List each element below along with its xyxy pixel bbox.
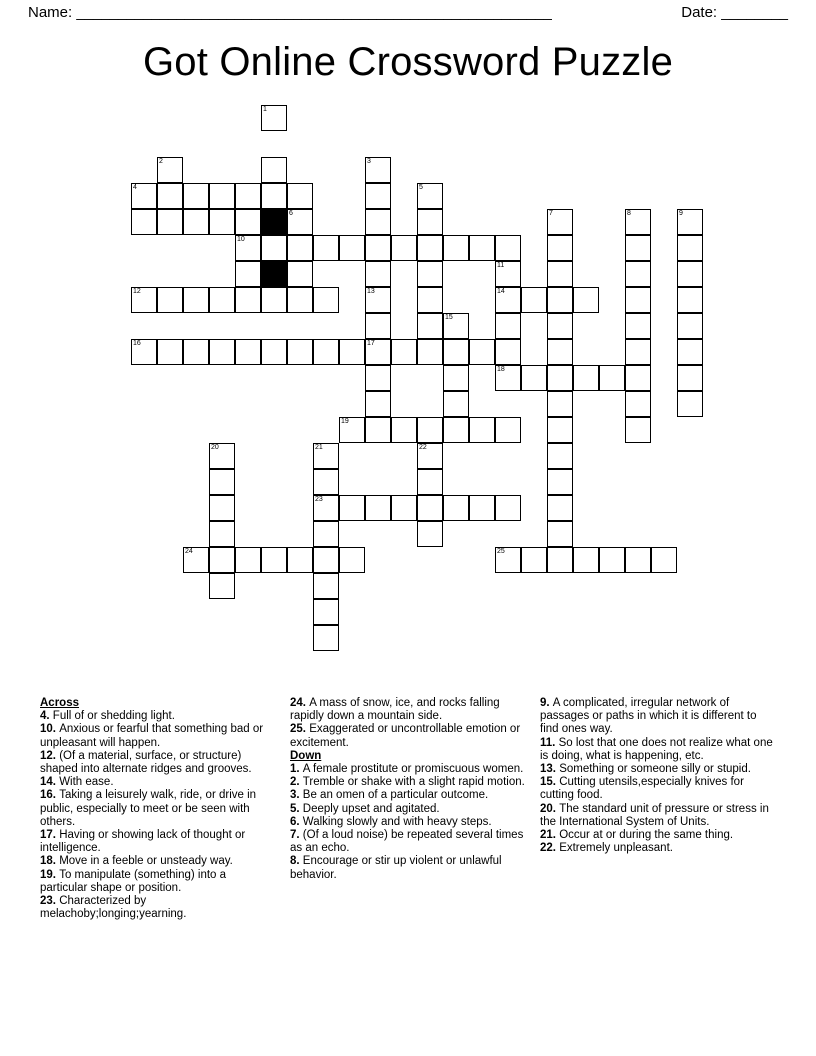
clue-columns <box>40 697 776 921</box>
grid-cell[interactable] <box>365 365 391 391</box>
grid-cell[interactable] <box>365 287 391 313</box>
grid-cell[interactable] <box>625 547 651 573</box>
grid-cell[interactable] <box>339 547 365 573</box>
grid-cell[interactable] <box>261 287 287 313</box>
grid-cell[interactable] <box>417 287 443 313</box>
grid-cell[interactable] <box>625 417 651 443</box>
grid-cell[interactable] <box>625 313 651 339</box>
grid-cell[interactable] <box>625 365 651 391</box>
clue-number: 11. <box>540 736 559 749</box>
clue-number: 16. <box>40 789 60 802</box>
clue-number: 4. <box>40 710 53 723</box>
clue-item <box>40 829 276 855</box>
clue-item <box>290 803 526 816</box>
grid-cell[interactable] <box>469 339 495 365</box>
grid-cell[interactable] <box>677 261 703 287</box>
grid-cell[interactable] <box>495 261 521 287</box>
grid-cell[interactable] <box>287 339 313 365</box>
grid-cell[interactable] <box>547 313 573 339</box>
grid-cell[interactable] <box>313 339 339 365</box>
grid-cell-number: 12 <box>133 288 141 295</box>
clue-item <box>290 723 526 749</box>
clue-item <box>290 816 526 829</box>
grid-cell-number: 3 <box>367 158 371 165</box>
grid-cell[interactable] <box>547 443 573 469</box>
clue-item <box>40 776 276 789</box>
clue-number: 22. <box>540 842 560 855</box>
grid-cell[interactable] <box>313 547 339 573</box>
grid-cell[interactable] <box>417 469 443 495</box>
grid-cell[interactable] <box>131 287 157 313</box>
grid-cell[interactable] <box>209 183 235 209</box>
grid-cell[interactable] <box>287 235 313 261</box>
clue-number: 20. <box>540 802 560 815</box>
grid-cell[interactable] <box>183 287 209 313</box>
grid-cell-number: 10 <box>237 236 245 243</box>
grid-cell[interactable] <box>313 521 339 547</box>
clue-item <box>290 829 526 855</box>
grid-cell[interactable] <box>495 313 521 339</box>
grid-cell[interactable] <box>677 339 703 365</box>
grid-cell[interactable] <box>131 209 157 235</box>
grid-cell-number: 4 <box>133 184 137 191</box>
clue-text: Characterized by melachoby;longing;yearning. <box>40 895 187 921</box>
clue-number: 25. <box>290 723 310 736</box>
grid-cell-number: 24 <box>185 548 193 555</box>
grid-cell-number: 21 <box>315 444 323 451</box>
grid-cell-number: 20 <box>211 444 219 451</box>
grid-cell-number: 22 <box>419 444 427 451</box>
clue-number: 14. <box>40 776 60 789</box>
grid-cell-number: 23 <box>315 496 323 503</box>
grid-cell[interactable] <box>443 313 469 339</box>
grid-cell[interactable] <box>209 521 235 547</box>
clue-number: 10. <box>40 723 60 736</box>
grid-cell[interactable] <box>495 365 521 391</box>
grid-cell[interactable] <box>625 235 651 261</box>
grid-cell[interactable] <box>183 339 209 365</box>
grid-cell[interactable] <box>183 547 209 573</box>
date-field-label: Date: ________ <box>681 4 788 21</box>
grid-cell[interactable] <box>313 443 339 469</box>
grid-cell[interactable] <box>625 287 651 313</box>
clue-item <box>40 895 276 921</box>
grid-cell[interactable] <box>261 235 287 261</box>
grid-cell[interactable] <box>365 391 391 417</box>
clue-text: Occur at or during the same thing. <box>559 829 734 842</box>
grid-cell[interactable] <box>157 339 183 365</box>
grid-cell[interactable] <box>677 209 703 235</box>
clue-text: (Of a material, surface, or structure) shaped into alternate ridges and grooves. <box>40 749 252 776</box>
grid-cell[interactable] <box>547 495 573 521</box>
clue-text: So lost that one does not realize what one is doing, what is happening, etc. <box>540 736 773 762</box>
grid-cell[interactable] <box>417 521 443 547</box>
grid-cell[interactable] <box>235 235 261 261</box>
clue-text: Having or showing lack of thought or intelligence. <box>40 829 246 855</box>
grid-cell[interactable] <box>547 521 573 547</box>
grid-cell[interactable] <box>365 183 391 209</box>
grid-cell-number: 17 <box>367 340 375 347</box>
grid-cell-number: 11 <box>497 262 505 269</box>
grid-cell[interactable] <box>547 365 573 391</box>
grid-cell[interactable] <box>573 547 599 573</box>
grid-cell[interactable] <box>547 417 573 443</box>
clue-text: Exaggerated or uncontrollable emotion or excitement. <box>290 723 521 749</box>
clue-text: Extremely unpleasant. <box>559 842 673 855</box>
crossword-grid-area <box>0 105 816 605</box>
grid-cell[interactable] <box>625 391 651 417</box>
clue-text: To manipulate (something) into a particular shape or position. <box>40 868 227 894</box>
grid-cell[interactable] <box>417 183 443 209</box>
grid-cell[interactable] <box>209 443 235 469</box>
grid-cell[interactable] <box>417 495 443 521</box>
grid-cell[interactable] <box>417 417 443 443</box>
grid-cell[interactable] <box>547 391 573 417</box>
clue-text: The standard unit of pressure or stress in the International System of Units. <box>540 802 769 828</box>
grid-cell[interactable] <box>365 417 391 443</box>
grid-cell[interactable] <box>625 261 651 287</box>
grid-cell[interactable] <box>495 417 521 443</box>
grid-cell[interactable] <box>235 287 261 313</box>
clue-item <box>40 723 276 749</box>
grid-cell[interactable] <box>313 599 339 625</box>
grid-cell[interactable] <box>365 313 391 339</box>
clue-item <box>40 789 276 829</box>
grid-cell-number: 14 <box>497 288 505 295</box>
clue-number: 13. <box>540 763 560 776</box>
grid-cell-number: 18 <box>497 366 505 373</box>
grid-cell[interactable] <box>495 495 521 521</box>
clue-text: A mass of snow, ice, and rocks falling rapidly down a mountain side. <box>290 697 500 723</box>
grid-cell[interactable] <box>339 495 365 521</box>
grid-cell-number: 16 <box>133 340 141 347</box>
clue-item <box>540 829 776 842</box>
grid-cell[interactable] <box>521 287 547 313</box>
clue-item <box>290 763 526 776</box>
grid-cell[interactable] <box>261 157 287 183</box>
clue-item <box>540 697 776 737</box>
grid-cell[interactable] <box>365 209 391 235</box>
grid-cell[interactable] <box>235 339 261 365</box>
clue-text: Walking slowly and with heavy steps. <box>302 815 492 828</box>
clue-item <box>540 803 776 829</box>
clue-text: Something or someone silly or stupid. <box>559 763 751 776</box>
grid-cell-number: 5 <box>419 184 423 191</box>
grid-cell-number: 13 <box>367 288 375 295</box>
clue-text: Deeply upset and agitated. <box>302 802 440 815</box>
grid-cell-number: 9 <box>679 210 683 217</box>
grid-cell-blocked <box>261 261 287 287</box>
grid-cell[interactable] <box>521 365 547 391</box>
clue-text: Cutting utensils,especially knives for cutting food. <box>540 776 744 802</box>
clue-item <box>540 737 776 763</box>
grid-cell[interactable] <box>495 339 521 365</box>
grid-cell[interactable] <box>287 547 313 573</box>
grid-cell[interactable] <box>391 339 417 365</box>
grid-cell[interactable] <box>547 209 573 235</box>
down-heading: Down <box>290 749 322 762</box>
clue-item <box>540 763 776 776</box>
clue-number: 24. <box>290 697 310 709</box>
grid-cell[interactable] <box>599 547 625 573</box>
grid-cell[interactable] <box>313 495 339 521</box>
grid-cell[interactable] <box>547 261 573 287</box>
clue-number: 17. <box>40 829 60 842</box>
clue-item <box>540 776 776 802</box>
grid-cell[interactable] <box>443 391 469 417</box>
clue-text: A female prostitute or promiscuous women. <box>302 763 524 776</box>
grid-cell[interactable] <box>209 287 235 313</box>
grid-cell[interactable] <box>209 547 235 573</box>
grid-cell[interactable] <box>417 235 443 261</box>
clue-column-2 <box>290 697 526 921</box>
grid-cell[interactable] <box>469 417 495 443</box>
grid-cell[interactable] <box>209 209 235 235</box>
grid-cell[interactable] <box>235 547 261 573</box>
grid-cell[interactable] <box>547 235 573 261</box>
grid-cell[interactable] <box>157 287 183 313</box>
grid-cell[interactable] <box>235 261 261 287</box>
grid-cell[interactable] <box>495 547 521 573</box>
clue-number: 3. <box>290 789 303 802</box>
grid-cell[interactable] <box>495 287 521 313</box>
grid-cell[interactable] <box>599 365 625 391</box>
grid-cell[interactable] <box>443 417 469 443</box>
grid-cell[interactable] <box>677 391 703 417</box>
grid-cell[interactable] <box>547 469 573 495</box>
grid-cell[interactable] <box>261 183 287 209</box>
grid-cell[interactable] <box>521 547 547 573</box>
grid-cell[interactable] <box>209 469 235 495</box>
clue-item <box>540 842 776 855</box>
clue-number: 5. <box>290 802 303 815</box>
clue-item <box>290 776 526 789</box>
grid-cell[interactable] <box>443 235 469 261</box>
grid-cell[interactable] <box>417 313 443 339</box>
clue-number: 9. <box>540 697 553 709</box>
clue-text: Taking a leisurely walk, ride, or drive in public, especially to meet or be seen with others. <box>40 789 257 828</box>
grid-cell[interactable] <box>625 209 651 235</box>
grid-cell[interactable] <box>547 547 573 573</box>
grid-cell[interactable] <box>287 209 313 235</box>
clue-number: 21. <box>540 829 560 842</box>
grid-cell[interactable] <box>131 339 157 365</box>
grid-cell[interactable] <box>469 235 495 261</box>
clue-item <box>40 855 276 868</box>
clue-column-1 <box>40 697 276 921</box>
grid-cell[interactable] <box>313 469 339 495</box>
grid-cell[interactable] <box>157 183 183 209</box>
grid-cell[interactable] <box>235 209 261 235</box>
grid-cell[interactable] <box>391 417 417 443</box>
grid-cell[interactable] <box>261 547 287 573</box>
clue-text: A complicated, irregular network of passages or paths in which it is different to find ones way. <box>540 697 757 736</box>
clue-text: With ease. <box>59 776 114 789</box>
grid-cell[interactable] <box>365 235 391 261</box>
clue-item <box>290 855 526 881</box>
grid-cell[interactable] <box>235 183 261 209</box>
clue-number: 23. <box>40 895 60 908</box>
grid-cell[interactable] <box>287 183 313 209</box>
grid-cell-number: 8 <box>627 210 631 217</box>
grid-cell[interactable] <box>209 495 235 521</box>
clue-text: Be an omen of a particular outcome. <box>302 789 489 802</box>
grid-cell[interactable] <box>209 339 235 365</box>
grid-cell[interactable] <box>677 235 703 261</box>
grid-cell[interactable] <box>495 235 521 261</box>
clue-item <box>290 697 526 723</box>
grid-cell-blocked <box>261 209 287 235</box>
clue-text: Move in a feeble or unsteady way. <box>59 855 233 868</box>
clue-text: Tremble or shake with a slight rapid motion. <box>302 776 525 789</box>
crossword-grid <box>131 105 711 605</box>
grid-cell[interactable] <box>157 209 183 235</box>
grid-cell[interactable] <box>417 209 443 235</box>
grid-cell-number: 7 <box>549 210 553 217</box>
grid-cell[interactable] <box>313 625 339 651</box>
clue-text: Anxious or fearful that something bad or unpleasant will happen. <box>40 723 264 749</box>
grid-cell[interactable] <box>287 261 313 287</box>
clue-number: 19. <box>40 868 60 881</box>
grid-cell-number: 1 <box>263 106 267 113</box>
grid-cell[interactable] <box>443 495 469 521</box>
clue-item <box>40 750 276 776</box>
clue-item <box>40 710 276 723</box>
name-field-label: Name: _________________________________________________________ <box>28 4 552 21</box>
grid-cell[interactable] <box>391 495 417 521</box>
grid-cell[interactable] <box>339 235 365 261</box>
clue-number: 15. <box>540 776 560 789</box>
clue-number: 1. <box>290 763 303 776</box>
grid-cell[interactable] <box>677 313 703 339</box>
grid-cell[interactable] <box>573 287 599 313</box>
clue-number: 8. <box>290 855 303 868</box>
grid-cell[interactable] <box>573 365 599 391</box>
grid-cell[interactable] <box>677 365 703 391</box>
grid-cell[interactable] <box>365 157 391 183</box>
grid-cell[interactable] <box>391 235 417 261</box>
grid-cell[interactable] <box>625 339 651 365</box>
clue-number: 6. <box>290 815 303 828</box>
grid-cell-number: 25 <box>497 548 505 555</box>
clue-number: 7. <box>290 829 303 842</box>
clue-text: Encourage or stir up violent or unlawful behavior. <box>290 855 502 881</box>
grid-cell[interactable] <box>365 339 391 365</box>
grid-cell[interactable] <box>547 339 573 365</box>
grid-cell[interactable] <box>417 261 443 287</box>
grid-cell[interactable] <box>209 573 235 599</box>
grid-cell[interactable] <box>313 287 339 313</box>
grid-cell[interactable] <box>131 183 157 209</box>
grid-cell[interactable] <box>157 157 183 183</box>
name-date-line <box>28 4 788 21</box>
grid-cell[interactable] <box>183 183 209 209</box>
clue-number: 2. <box>290 776 303 789</box>
clue-text: (Of a loud noise) be repeated several times as an echo. <box>290 829 524 855</box>
grid-cell[interactable] <box>365 261 391 287</box>
clue-number: 12. <box>40 749 60 762</box>
grid-cell[interactable] <box>287 287 313 313</box>
clue-item <box>290 789 526 802</box>
grid-cell[interactable] <box>339 339 365 365</box>
grid-cell-number: 15 <box>445 314 453 321</box>
grid-cell[interactable] <box>183 209 209 235</box>
grid-cell[interactable] <box>339 417 365 443</box>
grid-cell-number: 6 <box>289 210 293 217</box>
grid-cell[interactable] <box>365 495 391 521</box>
grid-cell[interactable] <box>443 365 469 391</box>
grid-cell-number: 19 <box>341 418 349 425</box>
clue-number: 18. <box>40 855 60 868</box>
grid-cell[interactable] <box>313 573 339 599</box>
grid-cell-number: 2 <box>159 158 163 165</box>
grid-cell[interactable] <box>417 443 443 469</box>
grid-cell[interactable] <box>547 287 573 313</box>
clue-text: Full of or shedding light. <box>52 710 175 723</box>
clue-column-3 <box>540 697 776 921</box>
grid-cell[interactable] <box>677 287 703 313</box>
grid-cell[interactable] <box>313 235 339 261</box>
grid-cell[interactable] <box>443 339 469 365</box>
grid-cell[interactable] <box>261 339 287 365</box>
grid-cell[interactable] <box>417 339 443 365</box>
clue-item <box>40 869 276 895</box>
grid-cell[interactable] <box>469 495 495 521</box>
across-heading: Across <box>40 697 79 709</box>
grid-cell[interactable] <box>651 547 677 573</box>
page-title: Got Online Crossword Puzzle <box>142 40 674 84</box>
grid-cell[interactable] <box>261 105 287 131</box>
